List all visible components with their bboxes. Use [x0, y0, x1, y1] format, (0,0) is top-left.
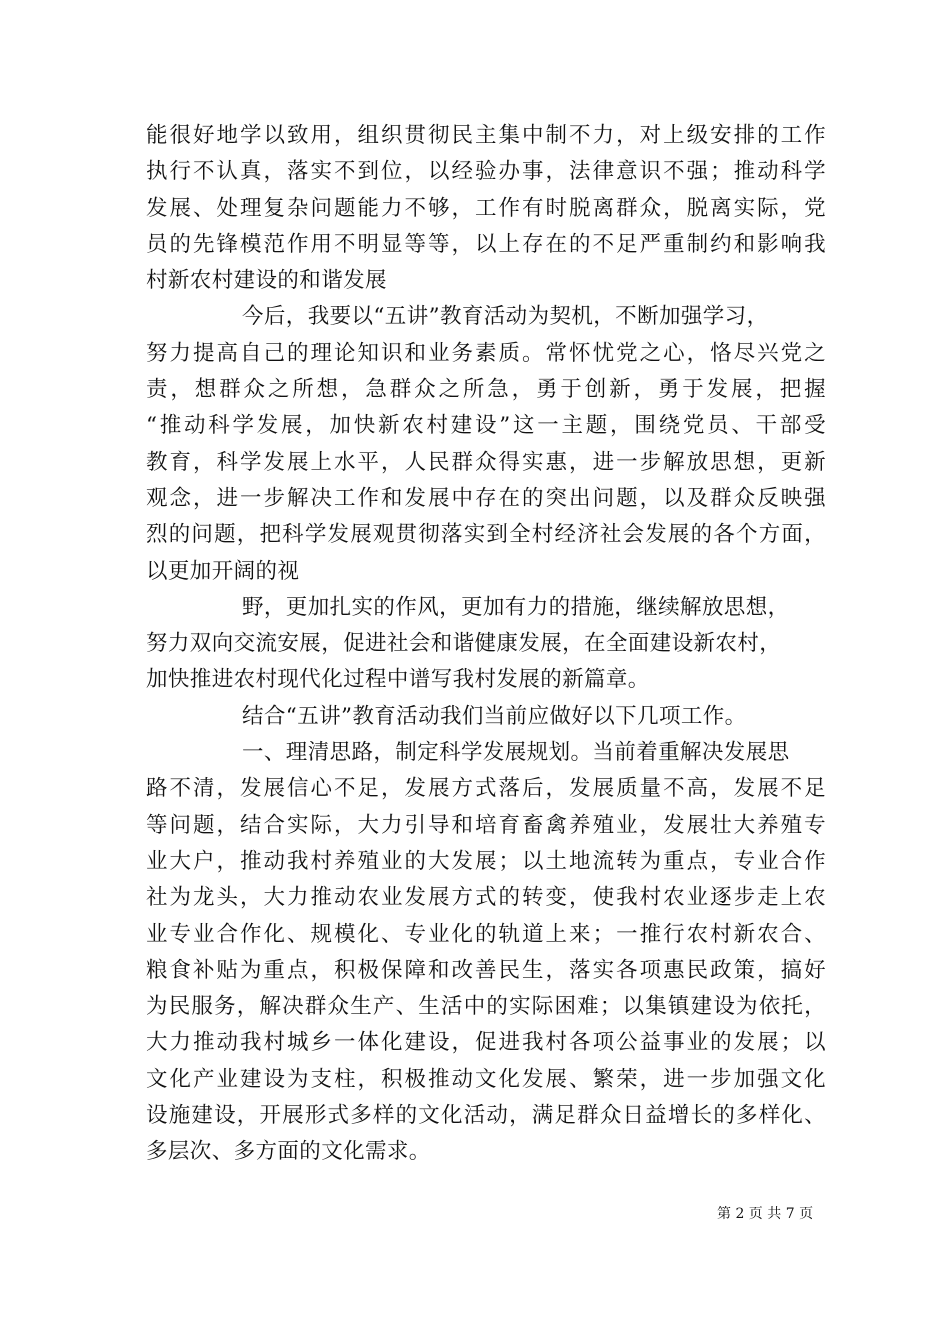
text-line: 大力推动我村城乡一体化建设，促进我村各项公益事业的发展；以 [146, 1030, 826, 1056]
text-line: 多层次、多方面的文化需求。 [146, 1139, 431, 1165]
text-line: “推动科学发展，加快新农村建设”这一主题，围绕党员、干部受 [146, 413, 826, 439]
text-line: 发展、处理复杂问题能力不够，工作有时脱离群众，脱离实际，党 [146, 195, 826, 221]
text-line: 能很好地学以致用，组织贯彻民主集中制不力，对上级安排的工作 [146, 123, 826, 148]
text-line: 责，想群众之所想，急群众之所急，勇于创新，勇于发展，把握 [146, 377, 826, 403]
text-line: 村新农村建设的和谐发展 [146, 268, 387, 294]
text-line: 以更加开阔的视 [146, 558, 300, 584]
text-line: 社为龙头，大力推动农业发展方式的转变，使我村农业逐步走上农 [146, 885, 826, 911]
text-line: 粮食补贴为重点，积极保障和改善民生，落实各项惠民政策，搞好 [146, 957, 826, 983]
text-line: 执行不认真，落实不到位，以经验办事，法律意识不强；推动科学 [146, 159, 826, 185]
text-line: 员的先锋模范作用不明显等等，以上存在的不足严重制约和影响我 [146, 231, 826, 257]
text-line: 业大户，推动我村养殖业的大发展；以土地流转为重点，专业合作 [146, 848, 826, 874]
text-line: 设施建设，开展形式多样的文化活动，满足群众日益增长的多样化、 [146, 1103, 826, 1129]
text-line: 努力提高自己的理论知识和业务素质。常怀忧党之心，恪尽兴党之 [146, 340, 826, 366]
text-line: 业专业合作化、规模化、专业化的轨道上来；一推行农村新农合、 [146, 921, 826, 947]
text-line: 今后，我要以“五讲”教育活动为契机，不断加强学习， [242, 304, 769, 330]
text-line: 为民服务，解决群众生产、生活中的实际困难；以集镇建设为依托， [146, 994, 826, 1020]
text-line: 教育，科学发展上水平，人民群众得实惠，进一步解放思想，更新 [146, 449, 826, 475]
text-line: 路不清，发展信心不足，发展方式落后，发展质量不高，发展不足 [146, 776, 826, 802]
text-line: 观念，进一步解决工作和发展中存在的突出问题，以及群众反映强 [146, 485, 826, 511]
page-number: 第 2 页 共 7 页 [717, 1206, 814, 1222]
text-line: 加快推进农村现代化过程中谱写我村发展的新篇章。 [146, 667, 650, 693]
text-line: 文化产业建设为支柱，积极推动文化发展、繁荣，进一步加强文化 [146, 1066, 826, 1092]
body-text [146, 118, 826, 1171]
text-line: 烈的问题，把科学发展观贯彻落实到全村经济社会发展的各个方面， [146, 522, 826, 548]
text-line: 等问题，结合实际，大力引导和培育畜禽养殖业，发展壮大养殖专 [146, 812, 826, 838]
text-line: 野，更加扎实的作风，更加有力的措施，继续解放思想， [242, 594, 790, 620]
text-line: 努力双向交流安展，促进社会和谐健康发展，在全面建设新农村， [146, 631, 782, 657]
text-line: 结合“五讲”教育活动我们当前应做好以下几项工作。 [242, 703, 747, 729]
text-line: 一、理清思路，制定科学发展规划。当前着重解决发展思 [242, 740, 790, 766]
